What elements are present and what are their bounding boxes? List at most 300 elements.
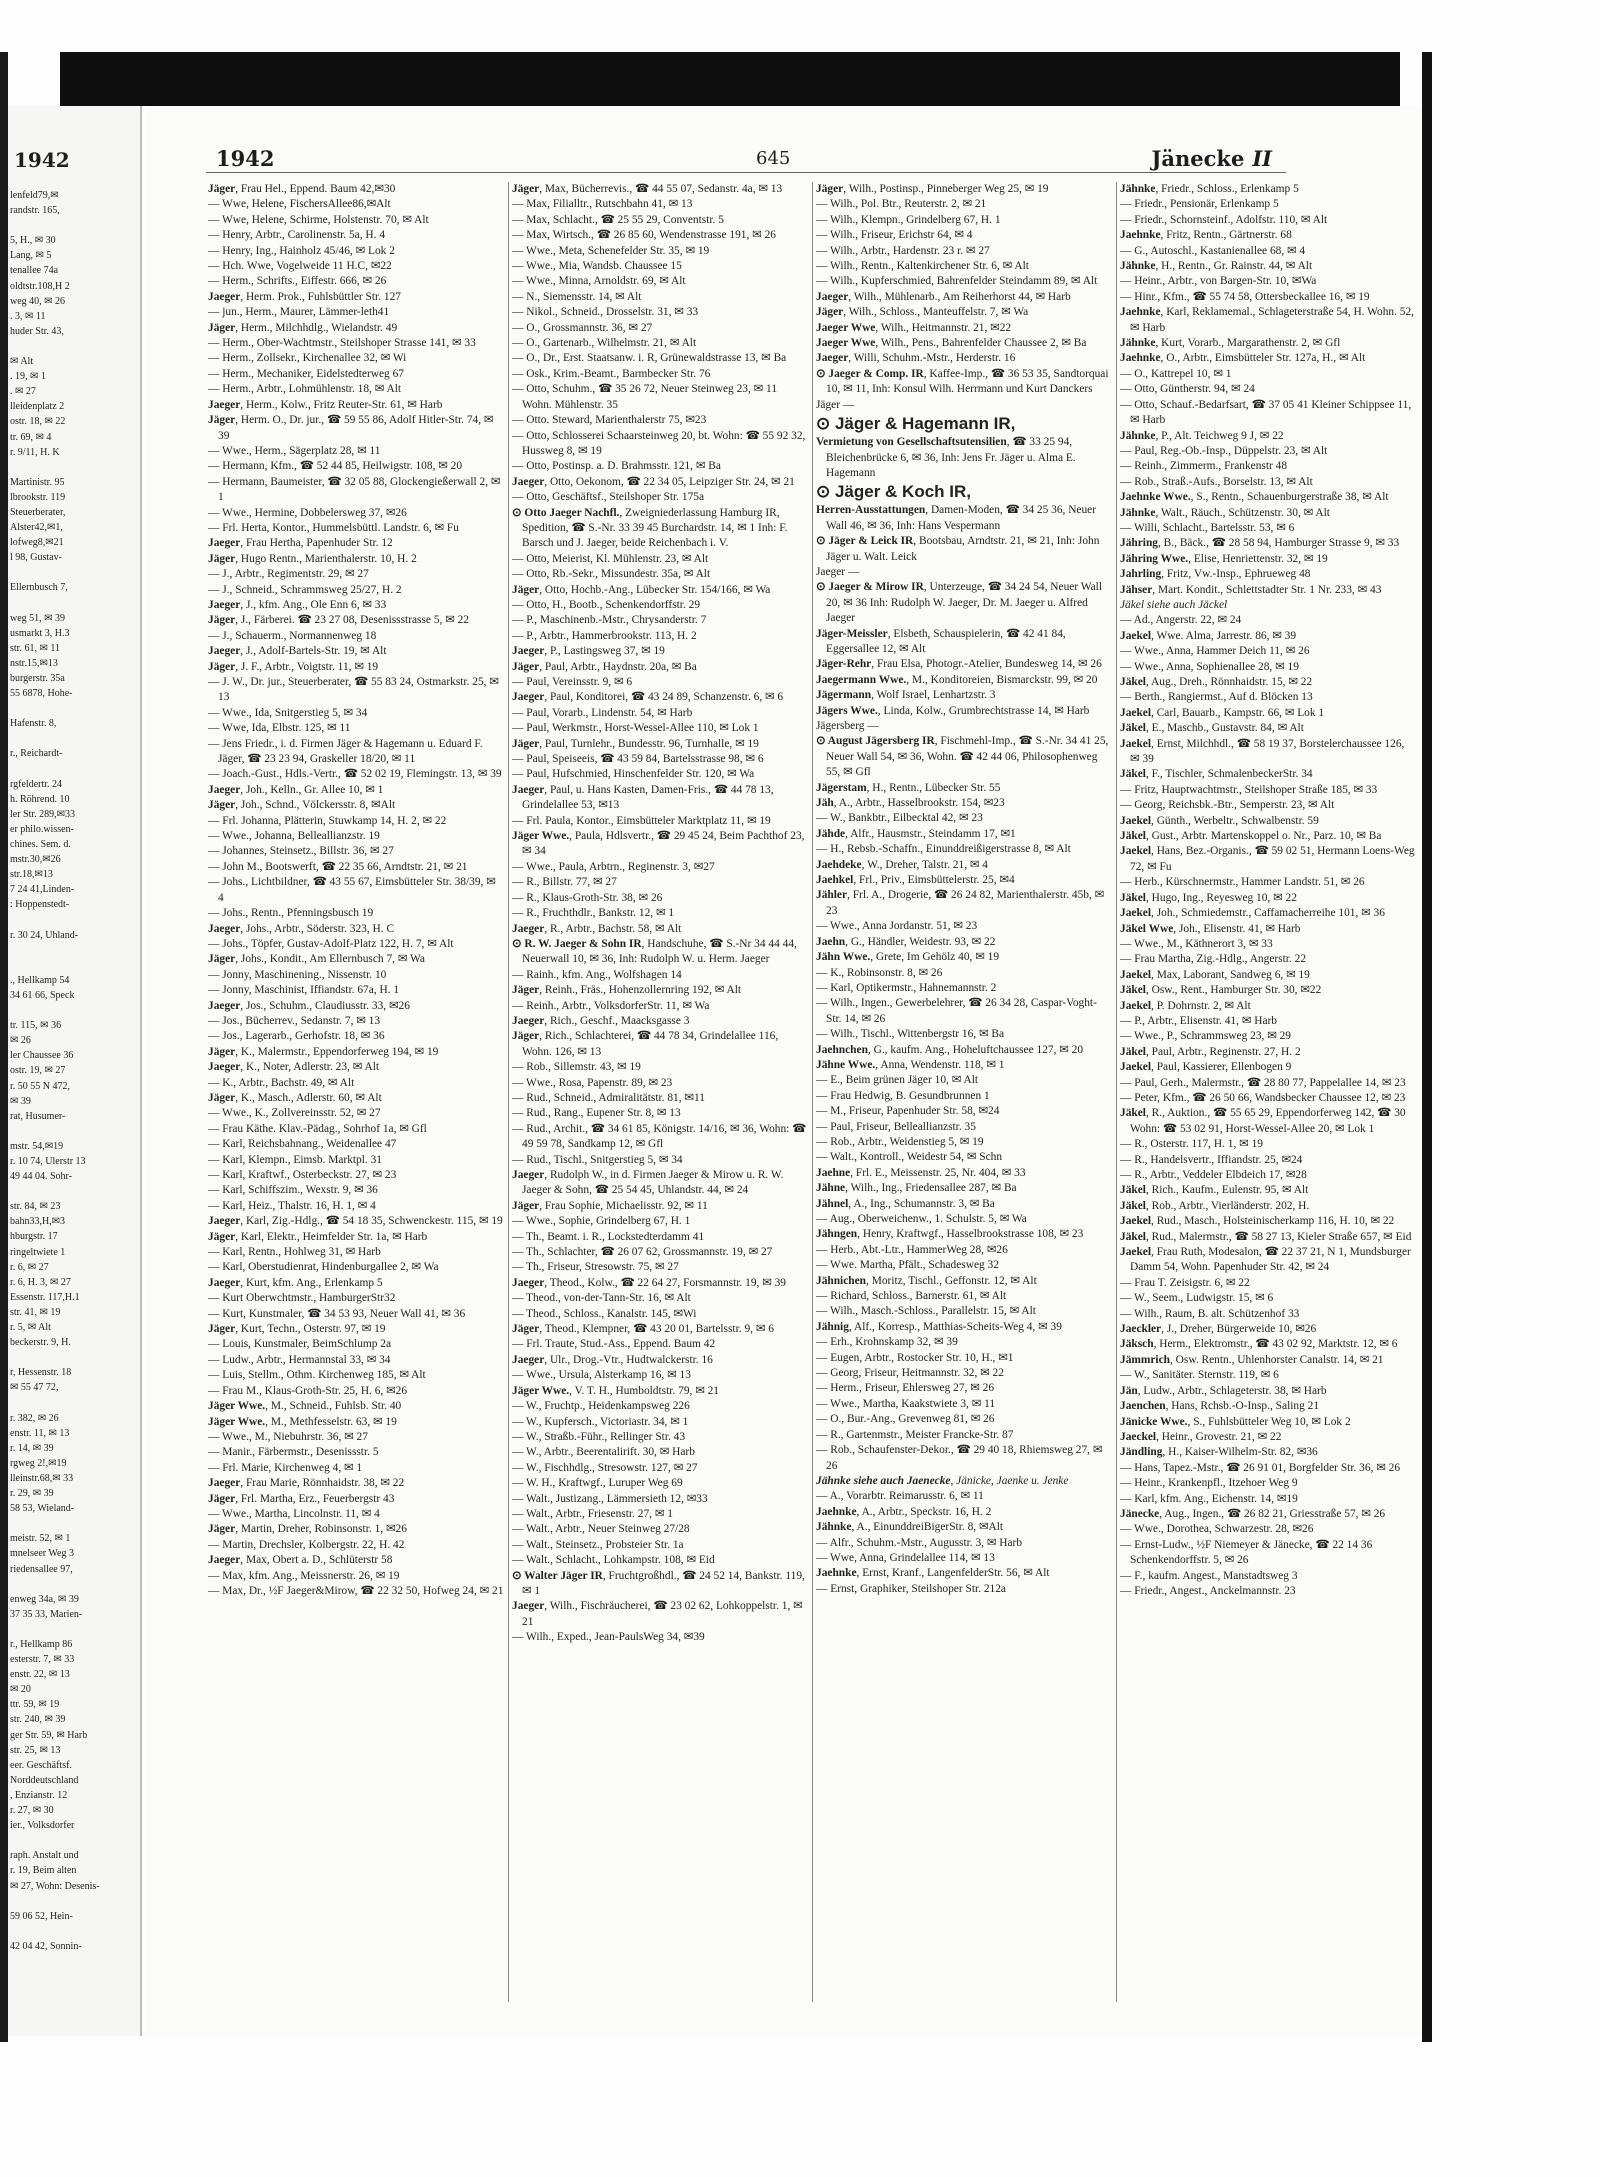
entry-surname: Jaehn — [816, 935, 846, 948]
directory-entry: Jähnel, A., Ing., Schumannstr. 3, ✉ Ba — [816, 1197, 995, 1210]
directory-entry: — Heinr., Arbtr., von Bargen-Str. 10, ✉Wa — [1120, 275, 1317, 288]
directory-entry: — Wilh., Raum, B. alt. Schützenhof 33 — [1120, 1307, 1300, 1320]
directory-entry: Jaeger, J., Adolf-Bartels-Str. 19, ✉ Alt — [208, 645, 387, 658]
directory-entry: — Walt., Schlacht., Lohkampstr. 108, ✉ Eid — [512, 1554, 715, 1567]
previous-page-line: ✉ 26 — [10, 1035, 31, 1047]
previous-page-line — [10, 1924, 138, 1939]
directory-entry: — Wilh., Rentn., Kaltenkirchener Str. 6, ✉ Alt — [816, 260, 1029, 273]
directory-entry: — Hermann, Baumeister, ☎ 32 05 88, Glockengießerwall 2, ✉ 1 — [208, 475, 501, 504]
directory-entry: — Rob., Arbtr., Weidenstieg 5, ✉ 19 — [816, 1135, 984, 1148]
scan-border-right — [1422, 52, 1432, 2042]
previous-page-line — [10, 1516, 138, 1531]
directory-entry: — Wwe., Martha, Lincolnstr. 11, ✉ 4 — [208, 1507, 380, 1520]
header-rule — [206, 172, 1286, 173]
previous-page-line: . ✉ 27 — [10, 386, 36, 398]
directory-entry: Jaehn, G., Händler, Weidestr. 93, ✉ 22 — [816, 935, 996, 948]
directory-entry: Jaenchen, Hans, Rchsb.-O-Insp., Saling 21 — [1120, 1400, 1320, 1413]
directory-entry: Jaeger, Johs., Arbtr., Söderstr. 323, H. C — [208, 922, 395, 935]
directory-entry: Jaeger, Frau Marie, Rönnhaidstr. 38, ✉ 22 — [208, 1477, 405, 1490]
directory-entry: — Paul, Reg.-Ob.-Insp., Düppelstr. 23, ✉ Alt — [1120, 444, 1328, 457]
entry-surname: Jäkel — [1120, 1199, 1146, 1212]
previous-page-line: r., Reichardt- — [10, 748, 63, 760]
entry-surname: Jähring Wwe. — [1120, 552, 1189, 565]
previous-page-line: str. 41, ✉ 19 — [10, 1306, 61, 1318]
directory-entry: — Erh., Krohnskamp 32, ✉ 39 — [816, 1336, 958, 1349]
directory-entry: ⊙ Jaeger & Mirow IR, Unterzeuge, ☎ 34 24 54, Neuer Wall 20, ✉ 36 Inh: Rudolph W. Jaeger, Dr. M. Jaeger u. Alfred Jaeger — [816, 581, 1103, 625]
entry-surname: Herren-Ausstattungen — [816, 504, 926, 517]
entry-surname: Jäkel — [1120, 676, 1146, 688]
directory-entry: Jäger, Herm. O., Dr. jur., ☎ 59 55 86, Adolf Hitler-Str. 74, ✉ 39 — [208, 414, 494, 442]
previous-page-line: r. 5, ✉ Alt — [10, 1322, 51, 1334]
previous-page-line: ostr. 18, ✉ 22 — [10, 416, 66, 428]
running-head-name: Jänecke — [1151, 146, 1245, 171]
entry-surname: Jäksch — [1120, 1338, 1154, 1351]
previous-page-line: ✉ 20 — [10, 1684, 31, 1696]
directory-entry: Jaehnke, O., Arbtr., Eimsbütteler Str. 127a, H., ✉ Alt — [1120, 352, 1366, 365]
previous-page-line: r., Hellkamp 86 — [10, 1639, 73, 1650]
entry-surname: ⊙ Jaeger & Comp. IR — [816, 367, 924, 380]
previous-page-line: weg 51, ✉ 39 — [10, 612, 66, 624]
directory-entry: — Otto. Steward, Marienthalerstr 75, ✉23 — [512, 414, 707, 427]
directory-entry: Jäkel, Rob., Arbtr., Vierländerstr. 202, H. — [1120, 1199, 1310, 1212]
previous-page-line: Lang, ✉ 5 — [10, 250, 52, 262]
directory-entry: Jähnig, Alf., Korresp., Matthias-Scheits-Weg 4, ✉ 39 — [816, 1320, 1062, 1333]
directory-entry: — R., Handelsvertr., Iffiandstr. 25, ✉24 — [1120, 1153, 1303, 1166]
entry-surname: Jäger — [208, 414, 236, 427]
previous-page-line: bahn33,H,✉3 — [10, 1216, 66, 1228]
previous-page-line: 58 53, Wieland- — [10, 1503, 75, 1515]
entry-surname: Jäger — [512, 984, 540, 997]
directory-entry: — Wwe., Martha, Kaakstwiete 3, ✉ 11 — [816, 1397, 996, 1410]
directory-entry: Jägermann, Wolf Israel, Lenhartzstr. 3 — [816, 689, 996, 702]
directory-entry: — Max, Wirtsch., ☎ 26 85 60, Wendenstrasse 191, ✉ 26 — [512, 229, 776, 242]
directory-entry: — Johs., Lichtbildner, ☎ 43 55 67, Eimsbütteler Str. 38/39, ✉ 4 — [208, 876, 496, 904]
directory-entry: — Max, Schlacht., ☎ 25 55 29, Conventstr. 5 — [512, 213, 724, 226]
entry-surname: Jäger — [208, 321, 236, 334]
previous-page-line: ringeltwiete 1 — [10, 1246, 66, 1258]
entry-surname: ⊙ Otto Jaeger Nachfl. — [512, 506, 620, 519]
directory-entry: — Johannes, Steinsetz., Billstr. 36, ✉ 27 — [208, 845, 394, 858]
directory-entry: — Kurt, Kunstmaler, ☎ 34 53 93, Neuer Wall 41, ✉ 36 — [208, 1307, 466, 1320]
previous-page-line: mstr. 54,✉19 — [10, 1140, 64, 1152]
entry-surname: Jäger — [208, 1323, 236, 1336]
previous-page-line: ler Str. 289,✉33 — [10, 808, 76, 820]
directory-entry: Jaekel, Carl, Bauarb., Kampstr. 66, ✉ Lok 1 — [1120, 706, 1325, 719]
directory-entry: Jähnke, Walt., Räuch., Schützenstr. 30, ✉ Alt — [1120, 506, 1330, 519]
previous-page-line: Alster42,✉1, — [10, 522, 63, 534]
directory-entry: — Otto, Schuhm., ☎ 35 26 72, Neuer Steinweg 23, ✉ 11 Wohn. Mühlenstr. 35 — [512, 383, 778, 411]
previous-page-line: : Hoppenstedt- — [10, 899, 70, 911]
directory-entry: Jaeger, Joh., Kelln., Gr. Allee 10, ✉ 1 — [208, 783, 384, 796]
entry-surname: Jäger-Meissler — [816, 627, 888, 640]
entry-surname: Jäger — [208, 183, 236, 195]
entry-surname: Jähnke — [1120, 429, 1156, 442]
entry-surname: Jaeger — [512, 645, 545, 658]
directory-entry: — Karl, Oberstudienrat, Hindenburgallee 2, ✉ Wa — [208, 1261, 439, 1274]
directory-entry: Jaeger, Herm., Kolw., Fritz Reuter-Str. 61, ✉ Harb — [208, 398, 443, 411]
directory-entry: — Wwe., Herm., Sägerplatz 28, ✉ 11 — [208, 444, 381, 457]
running-head — [1151, 146, 1272, 171]
directory-entry: — J., Arbtr., Regimentstr. 29, ✉ 27 — [208, 568, 369, 581]
entry-surname: Jähler — [816, 889, 848, 902]
previous-page-line: er philo.wissen- — [10, 823, 74, 835]
directory-entry: — E., Beim grünen Jäger 10, ✉ Alt — [816, 1074, 979, 1087]
directory-entry: — Rob., Schaufenster-Dekor., ☎ 29 40 18, Rhiemsweg 27, ✉ 26 — [816, 1444, 1103, 1472]
entry-surname: Jaeger — [208, 398, 241, 411]
entry-surname: Jaehnke — [816, 1505, 857, 1518]
directory-entry: Jäger, Kurt, Techn., Osterstr. 97, ✉ 19 — [208, 1323, 386, 1336]
directory-entry: — Georg, Reichsbk.-Btr., Semperstr. 23, ✉ Alt — [1120, 799, 1335, 812]
directory-entry: — R., Arbtr., Veddeler Elbdeich 17, ✉28 — [1120, 1169, 1307, 1181]
directory-entry: Jäger-Rehr, Frau Elsa, Photogr.-Atelier, Bundesweg 14, ✉ 26 — [816, 658, 1102, 671]
previous-page-line: ✉ Alt — [10, 356, 34, 368]
previous-page-line: 55 6878, Hohe- — [10, 688, 73, 700]
previous-page-line: Steuerberater, — [10, 506, 66, 518]
entry-surname: Jähngen — [816, 1228, 858, 1241]
entry-surname: Jaeger — [208, 783, 241, 796]
directory-entry: Jaehnke, Ernst, Kranf., LangenfelderStr. 56, ✉ Alt — [816, 1567, 1050, 1580]
entry-surname: Jäkel — [1120, 722, 1146, 735]
directory-entry: — Wwe., K., Zollvereinsstr. 52, ✉ 27 — [208, 1107, 381, 1120]
directory-entry: Jäkel, Hugo, Ing., Reyesweg 10, ✉ 22 — [1120, 891, 1297, 904]
directory-entry: Jaekel, Günth., Werbeltr., Schwalbenstr. 59 — [1120, 814, 1319, 827]
entry-surname: Jahrling — [1120, 568, 1162, 581]
directory-entry: Jaekel, Ernst, Milchhdl., ☎ 58 19 37, Borstelerchaussee 126, ✉ 39 — [1120, 737, 1405, 766]
directory-entry: — O., Grossmannstr. 36, ✉ 27 — [512, 321, 653, 334]
directory-entry: — Herm., Ober-Wachtmstr., Steilshoper Strasse 141, ✉ 33 — [208, 337, 476, 350]
directory-entry: — Wwe. Martha, Pfält., Schadesweg 32 — [816, 1259, 999, 1272]
directory-entry: — Richard, Schloss., Barnerstr. 61, ✉ Alt — [816, 1290, 1007, 1303]
previous-page-line: h. Röhrend. 10 — [10, 793, 70, 805]
directory-entry: — Jonny, Maschinening., Nissenstr. 10 — [208, 968, 387, 981]
directory-entry: — Wwe., Anna Jordanstr. 51, ✉ 23 — [816, 920, 978, 933]
entry-surname: Jaehdeke — [816, 858, 862, 871]
entry-surname: Jaeger — [208, 922, 241, 935]
directory-entry: — Theod., von-der-Tann-Str. 16, ✉ Alt — [512, 1292, 691, 1305]
entry-surname: Jaeger — [512, 1014, 545, 1027]
previous-page-line: 37 35 33, Marien- — [10, 1608, 83, 1620]
previous-page-line: Essenstr. 117,H.1 — [10, 1291, 80, 1303]
previous-page-line: l 98, Gustav- — [10, 552, 62, 564]
directory-entry: Jäger-Meissler, Elsbeth, Schauspielerin, ☎ 42 41 84, Eggersallee 12, ✉ Alt — [816, 627, 1066, 655]
directory-entry: — J., Schauerm., Normannenweg 18 — [208, 629, 377, 642]
previous-page-line: ostr. 19, ✉ 27 — [10, 1065, 66, 1077]
cross-reference: Jäkel siehe auch Jäckel — [1120, 598, 1228, 611]
column-divider — [508, 182, 509, 2002]
directory-entry: ⊙ Jäger & Leick IR, Bootsbau, Arndtstr. 21, ✉ 21, Inh: John Jäger u. Walt. Leick — [816, 535, 1100, 563]
directory-entry: — Wilh., Pol. Btr., Reuterstr. 2, ✉ 21 — [816, 198, 987, 211]
directory-entry: Jäger, Wilh., Schloss., Manteuffelstr. 7, ✉ Wa — [816, 306, 1029, 319]
directory-page — [146, 106, 1422, 2036]
previous-page-line: riedensallee 97, — [10, 1563, 73, 1575]
previous-page-line — [10, 731, 138, 746]
firm-heading: ⊙ Jäger & Hagemann IR, — [816, 414, 1016, 434]
entry-surname: Jaeger — [208, 1215, 241, 1228]
directory-entry: Jähnke, H., Rentn., Gr. Rainstr. 44, ✉ Alt — [1120, 260, 1313, 273]
directory-entry: — Frau Käthe. Klav.-Pädag., Sohrhof 1a, ✉ Gfl — [208, 1122, 427, 1135]
entry-surname: Jaehnke — [1120, 229, 1161, 242]
directory-entry: — Friedr., Schornsteinf., Adolfstr. 110, ✉ Alt — [1120, 213, 1328, 226]
directory-entry: — Paul, Vorarb., Lindenstr. 54, ✉ Harb — [512, 706, 693, 719]
entry-surname: Jaeger — [512, 475, 545, 488]
directory-entry: — W., Kupfersch., Victoriastr. 34, ✉ 1 — [512, 1415, 689, 1428]
directory-entry: — R., Billstr. 77, ✉ 27 — [512, 876, 617, 889]
previous-page-line: chines. Sem. d. — [10, 839, 71, 851]
directory-entry: Jäger, Frl. Martha, Erz., Feuerbergstr 43 — [208, 1492, 395, 1505]
previous-page-line: Ellernbusch 7, — [10, 582, 68, 594]
directory-entry: — Frau T. Zeisigstr. 6, ✉ 22 — [1120, 1276, 1250, 1289]
directory-entry: — Otto, Postinsp. a. D. Brahmsstr. 121, ✉ Ba — [512, 460, 721, 473]
directory-entry: Jähler, Frl. A., Drogerie, ☎ 26 24 82, Marienthalerstr. 45b, ✉ 23 — [816, 889, 1105, 917]
previous-page-line: , Enzianstr. 12 — [10, 1789, 68, 1801]
previous-page-line — [10, 339, 138, 354]
directory-entry: — R., Fruchthdlr., Bankstr. 12, ✉ 1 — [512, 907, 675, 920]
scan-border-left — [0, 52, 8, 2042]
entry-surname: ⊙ Jaeger & Mirow IR — [816, 581, 924, 594]
entry-surname: Jaekel — [1120, 999, 1152, 1012]
directory-entry: — Wwe., Mia, Wandsb. Chaussee 15 — [512, 260, 682, 273]
previous-page-line — [10, 1577, 138, 1592]
directory-entry: — Louis, Kunstmaler, BeimSchlump 2a — [208, 1338, 392, 1351]
previous-page-line: lleidenplatz 2 — [10, 401, 65, 413]
previous-page-line — [10, 1350, 138, 1365]
directory-entry: — M., Friseur, Papenhuder Str. 58, ✉24 — [816, 1105, 1000, 1118]
entry-surname: Jaekel — [1120, 845, 1152, 858]
directory-entry: Jäger Wwe., V. T. H., Humboldtstr. 79, ✉ 21 — [512, 1384, 719, 1397]
entry-surname: Jaekel — [1120, 1215, 1152, 1228]
header-year: 1942 — [216, 146, 275, 171]
previous-page-line: ier., Volksdorfer — [10, 1820, 75, 1832]
directory-entry: — Henry, Ing., Hainholz 45/46, ✉ Lok 2 — [208, 244, 395, 257]
directory-entry: Jaekel, Rud., Masch., Holsteinischerkamp 116, H. 10, ✉ 22 — [1120, 1215, 1395, 1228]
directory-entry: — Karl, kfm. Ang., Eichenstr. 14, ✉19 — [1120, 1492, 1298, 1505]
directory-entry: Herren-Ausstattungen, Damen-Moden, ☎ 34 25 36, Neuer Wall 46, ✉ 36, Inh: Hans Vespermann — [816, 504, 1097, 532]
directory-entry: — W., Fischhdlg., Stresowstr. 127, ✉ 27 — [512, 1461, 698, 1474]
entry-surname: Jaehnke — [1120, 352, 1161, 365]
directory-entry: — Ludw., Arbtr., Hermannstal 33, ✉ 34 — [208, 1353, 391, 1366]
previous-page-line: Martinistr. 95 — [10, 476, 65, 488]
directory-entry: — Walt., Justizang., Lämmersieth 12, ✉33 — [512, 1492, 708, 1505]
entry-surname: Jaekel — [1120, 706, 1152, 719]
directory-entry: — Paul, Werkmstr., Horst-Wessel-Allee 110, ✉ Lok 1 — [512, 722, 759, 735]
directory-entry: Vermietung von Gesellschaftsutensilien, ☎ 33 25 94, Bleichenbrücke 6, ✉ 36, Inh: Jens Fr. Jäger u. Alma E. Hagemann — [816, 436, 1076, 479]
directory-entry: — Th., Beamt. i. R., Lockstedterdamm 41 — [512, 1230, 705, 1243]
directory-entry: Jaehnke, Fritz, Rentn., Gärtnerstr. 68 — [1120, 229, 1292, 242]
directory-entry: — Herm., Mechaniker, Eidelstedterweg 67 — [208, 367, 404, 380]
directory-entry: Jäger, Paul, Arbtr., Haydnstr. 20a, ✉ Ba — [512, 660, 697, 673]
directory-entry: — Wilh., Masch.-Schloss., Parallelstr. 15, ✉ Alt — [816, 1305, 1036, 1318]
previous-page-line: esterstr. 7, ✉ 33 — [10, 1654, 75, 1666]
previous-page-line — [10, 1396, 138, 1411]
entry-surname: Jäkel — [1120, 1230, 1146, 1243]
directory-entry: Jähnichen, Moritz, Tischl., Geffonstr. 12, ✉ Alt — [816, 1274, 1037, 1287]
entry-surname: Jäger — [208, 614, 236, 627]
previous-page-line: r. 10 74, Ulerstr 13 — [10, 1156, 86, 1167]
directory-entry: Jaeger, Jos., Schuhm., Claudiusstr. 33, ✉26 — [208, 999, 410, 1012]
entry-surname: Jaeger — [208, 1477, 241, 1490]
directory-entry: — Wwe., Dorothea, Schwarzestr. 28, ✉26 — [1120, 1523, 1314, 1536]
directory-entry: Jaeger, Ulr., Drog.-Vtr., Hudtwalckerstr. 16 — [512, 1353, 713, 1366]
directory-entry: — Georg, Friseur, Heitmannstr. 32, ✉ 22 — [816, 1367, 1004, 1380]
previous-page-line: r. 29, ✉ 39 — [10, 1488, 54, 1500]
previous-page-line: 42 04 42, Sonnin- — [10, 1940, 82, 1952]
previous-page-line — [10, 460, 138, 475]
directory-entry: Jaehnke Wwe., S., Rentn., Schauenburgerstraße 38, ✉ Alt — [1120, 491, 1389, 504]
directory-entry: Jäger, Rich., Schlachterei, ☎ 44 78 34, Grindelallee 116, Wohn. 126, ✉ 13 — [512, 1030, 779, 1058]
previous-page-line — [10, 1124, 138, 1139]
directory-entry: Jaehnke, Karl, Reklamemal., Schlageterstraße 54, H. Wohn. 52, ✉ Harb — [1120, 306, 1415, 334]
previous-page-line: 34 61 66, Speck — [10, 989, 75, 1001]
directory-entry: Jaeger, J., kfm. Ang., Ole Enn 6, ✉ 33 — [208, 598, 387, 611]
directory-entry: — Wwe., M., Käthnerort 3, ✉ 33 — [1120, 937, 1273, 950]
directory-entry: — Rud., Rang., Eupener Str. 8, ✉ 13 — [512, 1107, 681, 1120]
directory-entry: Jäger, Reinh., Fräs., Hohenzollernring 192, ✉ Alt — [512, 984, 742, 997]
directory-entry: — Theod., Schloss., Kanalstr. 145, ✉Wi — [512, 1307, 697, 1320]
directory-entry: Jaeger, Rich., Geschf., Maacksgasse 3 — [512, 1014, 690, 1027]
directory-entry: Jäkel, Rud., Malermstr., ☎ 58 27 13, Kieler Straße 657, ✉ Eid — [1120, 1230, 1412, 1243]
previous-page-line: rat, Husumer- — [10, 1110, 66, 1122]
entry-surname: Jäkel — [1120, 1045, 1146, 1058]
directory-entry: Jaegermann Wwe., M., Konditoreien, Bismarckstr. 99, ✉ 20 — [816, 673, 1098, 686]
directory-entry: — Otto, H., Bootb., Schenkendorffstr. 29 — [512, 598, 701, 611]
previous-page-line: ger Str. 59, ✉ Harb — [10, 1729, 88, 1741]
directory-entry: — Karl, Kraftwf., Osterbeckstr. 27, ✉ 23 — [208, 1169, 397, 1181]
directory-entry: — Paul, Hufschmied, Hinschenfelder Str. 120, ✉ Wa — [512, 768, 755, 781]
directory-entry: — Peter, Kfm., ☎ 26 50 66, Wandsbecker Chaussee 12, ✉ 23 — [1120, 1091, 1406, 1104]
directory-entry: — Osk., Krim.-Beamt., Barmbecker Str. 76 — [512, 367, 711, 380]
directory-entry: — Wilh., Friseur, Erichstr 64, ✉ 4 — [816, 229, 973, 242]
directory-entry: — P., Arbtr., Hammerbrookstr. 113, H. 2 — [512, 629, 697, 642]
directory-entry: Jäger, Joh., Schnd., Völckersstr. 8, ✉Alt — [208, 799, 396, 812]
directory-entry: Jäger, Hugo Rentn., Marienthalerstr. 10, H. 2 — [208, 552, 417, 565]
directory-entry: Jaeger, K., Noter, Adlerstr. 23, ✉ Alt — [208, 1061, 380, 1074]
directory-entry: Jaeckel, Heinr., Grovestr. 21, ✉ 22 — [1120, 1430, 1282, 1443]
directory-entry: — K., Robinsonstr. 8, ✉ 26 — [816, 966, 943, 979]
directory-entry: — Wwe., M., Niebuhrstr. 36, ✉ 27 — [208, 1430, 368, 1443]
directory-entry: — Wwe., Paula, Arbtrn., Reginenstr. 3, ✉27 — [512, 860, 715, 873]
entry-surname: Jäger — [512, 1199, 540, 1212]
previous-page-line — [10, 1622, 138, 1637]
previous-page-line: meistr. 52, ✉ 1 — [10, 1533, 71, 1545]
previous-page-line — [10, 565, 138, 580]
previous-page-line: enstr. 22, ✉ 13 — [10, 1669, 70, 1681]
entry-surname: Jäger Wwe. — [512, 1384, 570, 1397]
directory-entry: Jaeger — — [816, 565, 860, 578]
directory-entry: — R., Osterstr. 117, H. 1, ✉ 19 — [1120, 1138, 1263, 1151]
entry-surname: Jaeger — [512, 922, 545, 935]
directory-entry: — Rob., Straß.-Aufs., Borselstr. 13, ✉ Alt — [1120, 475, 1313, 488]
directory-entry: — Heinr., Krankenpfl., Itzehoer Weg 9 — [1120, 1477, 1298, 1490]
directory-entry: Jäkel, Gust., Arbtr. Martenskoppel o. Nr., Parz. 10, ✉ Ba — [1120, 830, 1382, 843]
entry-surname: Jähnke — [1120, 183, 1156, 195]
directory-entry: Jaeger, Wilh., Fischräucherei, ☎ 23 02 62, Lohkoppelstr. 1, ✉ 21 — [512, 1600, 803, 1628]
directory-entry: — Max, kfm. Ang., Meissnerstr. 26, ✉ 19 — [208, 1569, 400, 1582]
previous-page-line — [10, 913, 138, 928]
directory-entry: — Otto, Schlosserei Schaarsteinweg 20, bt. Wohn: ☎ 55 92 32, Hussweg 8, ✉ 19 — [512, 429, 806, 457]
directory-entry: — Otto, Geschäftsf., Steilshoper Str. 175a — [512, 491, 705, 504]
directory-entry: Jaeger, Herm. Prok., Fuhlsbüttler Str. 127 — [208, 290, 402, 303]
directory-entry: Jäkel, Paul, Arbtr., Reginenstr. 27, H. 2 — [1120, 1045, 1301, 1058]
directory-entry: Jähring Wwe., Elise, Henriettenstr. 32, ✉ 19 — [1120, 552, 1328, 565]
directory-entry: Jaekel, Max, Laborant, Sandweg 6, ✉ 19 — [1120, 968, 1310, 981]
previous-page-line: r. 30 24, Uhland- — [10, 929, 79, 941]
entry-surname: Jähnke — [1120, 260, 1156, 273]
entry-surname: Jaekel — [1120, 737, 1152, 750]
directory-entry: — Wilh., Ingen., Gewerbelehrer, ☎ 26 34 28, Caspar-Voght-Str. 14, ✉ 26 — [816, 997, 1097, 1025]
directory-entry: — Herm., Schrifts., Eiffestr. 666, ✉ 26 — [208, 275, 387, 288]
directory-entry: — Herm., Arbtr., Lohmühlenstr. 18, ✉ Alt — [208, 383, 402, 396]
column-4 — [1120, 182, 1416, 2002]
directory-entry: — Otto, Rb.-Sekr., Missundestr. 35a, ✉ Alt — [512, 568, 711, 581]
directory-entry: Jaeger Wwe, Wilh., Pens., Bahrenfelder Chaussee 2, ✉ Ba — [816, 337, 1087, 350]
previous-page-line: 5, H., ✉ 30 — [10, 235, 56, 247]
previous-page-line — [10, 1833, 138, 1848]
previous-page-line: tr. 115, ✉ 36 — [10, 1020, 62, 1032]
entry-surname: Jaeger — [208, 537, 241, 550]
entry-surname: Jaehnke Wwe. — [1120, 491, 1191, 504]
directory-entry: — W., Fruchtp., Heidenkampsweg 226 — [512, 1400, 690, 1413]
entry-surname: Jäger — [208, 1230, 236, 1243]
page-number: 645 — [756, 148, 791, 169]
previous-page-line — [10, 943, 138, 958]
directory-entry: — P., Maschinenb.-Mstr., Chrysanderstr. 7 — [512, 614, 707, 627]
entry-surname: Jaeger — [208, 1276, 241, 1289]
directory-entry: Jän, Ludw., Arbtr., Schlageterstr. 38, ✉ Harb — [1120, 1384, 1327, 1397]
directory-entry: Jaeger, Wilh., Mühlenarb., Am Reiherhorst 44, ✉ Harb — [816, 290, 1071, 303]
directory-entry: — J. W., Dr. jur., Steuerberater, ☎ 55 83 24, Ostmarkstr. 25, ✉ 13 — [208, 676, 499, 704]
directory-entry: Jägersberg — — [816, 720, 879, 732]
directory-entry: Jänicke Wwe., S., Fuhlsbütteler Weg 10, ✉ Lok 2 — [1120, 1415, 1351, 1428]
directory-entry: — Wwe, Helene, Schirme, Holstenstr. 70, ✉ Alt — [208, 213, 429, 226]
directory-entry: — O., Kattrepel 10, ✉ 1 — [1120, 367, 1232, 380]
directory-entry: Jaeger, Willi, Schuhm.-Mstr., Herderstr. 16 — [816, 352, 1016, 365]
directory-entry: — Wwe., Johanna, Belleallianzstr. 19 — [208, 830, 380, 843]
directory-entry: Jaekel, Frau Ruth, Modesalon, ☎ 22 37 21, N 1, Mundsburger Damm 54, Wohn. Papenhuder Str. 42, ✉ 24 — [1120, 1246, 1411, 1274]
directory-entry: — Walt., Arbtr., Neuer Steinweg 27/28 — [512, 1523, 690, 1536]
entry-surname: Jäger Wwe. — [208, 1400, 266, 1413]
previous-page-line: r. 27, ✉ 30 — [10, 1805, 54, 1817]
directory-entry: Jähn Wwe., Grete, Im Gehölz 40, ✉ 19 — [816, 951, 1000, 964]
previous-page-line: burgerstr. 35a — [10, 673, 65, 684]
directory-entry: Jäkel, Aug., Dreh., Rönnhaidstr. 15, ✉ 22 — [1120, 676, 1313, 688]
directory-entry: Jäksch, Herm., Elektromstr., ☎ 43 02 92, Marktstr. 12, ✉ 6 — [1120, 1338, 1398, 1351]
directory-entry: — Frl. Johanna, Plätterin, Stuwkamp 14, H. 2, ✉ 22 — [208, 814, 447, 827]
entry-surname: Jänicke Wwe. — [1120, 1415, 1188, 1428]
running-head-volume: II — [1252, 146, 1272, 171]
entry-surname: Jaeger — [816, 290, 849, 303]
previous-page-line: r, Hessenstr. 18 — [10, 1367, 72, 1379]
directory-entry: Jaekel, Wwe. Alma, Jarrestr. 86, ✉ 39 — [1120, 629, 1297, 642]
directory-entry: — O., Dr., Erst. Staatsanw. i. R, Grünewaldstrasse 13, ✉ Ba — [512, 352, 787, 365]
directory-entry: Jägerstam, H., Rentn., Lübecker Str. 55 — [816, 781, 1001, 794]
previous-page-line: 49 44 04. Sohr- — [10, 1171, 73, 1183]
directory-entry: — Wwe, Helene, FischersAllee86,✉Alt — [208, 198, 391, 211]
directory-entry: — Herm., Zollsekr., Kirchenallee 32, ✉ Wi — [208, 352, 407, 365]
directory-entry: — Reinh., Arbtr., VolksdorferStr. 11, ✉ Wa — [512, 999, 710, 1012]
directory-entry: — Johs., Töpfer, Gustav-Adolf-Platz 122, H. 7, ✉ Alt — [208, 937, 454, 950]
directory-entry: — Karl, Rentn., Hohlweg 31, ✉ Harb — [208, 1246, 381, 1259]
directory-entry: — Frau M., Klaus-Groth-Str. 25, H. 6, ✉26 — [208, 1384, 408, 1397]
entry-surname: Jähnel — [816, 1197, 849, 1210]
directory-entry: — Karl, Optikermstr., Hahnemannstr. 2 — [816, 981, 997, 994]
directory-entry: — Otto, Schauf.-Bedarfsart, ☎ 37 05 41 Kleiner Schippsee 11, ✉ Harb — [1120, 398, 1412, 427]
directory-entry: — Ernst, Graphiker, Steilshoper Str. 212a — [816, 1582, 1006, 1595]
previous-page-line: str.18,✉13 — [10, 869, 53, 881]
entry-surname: Jaeger — [512, 1600, 545, 1613]
entry-surname: Jähnke — [1120, 506, 1156, 519]
directory-entry: Jäger Wwe., Paula, Hdlsvertr., ☎ 29 45 24, Beim Pachthof 23, ✉ 34 — [512, 830, 805, 858]
previous-page-line — [10, 958, 138, 973]
